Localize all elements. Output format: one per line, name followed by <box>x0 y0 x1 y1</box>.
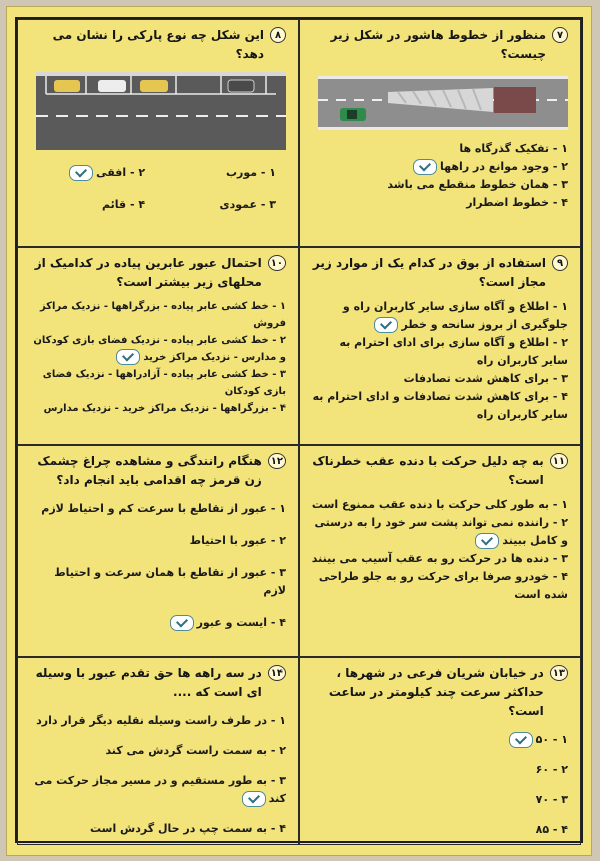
option-3[interactable]: ۳ - همان خطوط منقطع می باشد <box>387 178 568 191</box>
option-4[interactable]: ۴ - خودرو صرفا برای حرکت رو به جلو طراحی شده است <box>318 570 568 601</box>
option-2[interactable]: ۲ - به سمت راست گردش می کند <box>105 744 286 757</box>
options <box>28 298 286 417</box>
option-1[interactable]: ۱ - تفکیک گذرگاه ها <box>459 142 568 155</box>
option-3[interactable]: ۳ - عمودی <box>219 198 276 211</box>
option-3[interactable]: ۳ - ۷۰ <box>535 793 568 806</box>
question-number: ۱۳ <box>550 665 568 681</box>
hatched-lane-figure <box>310 72 568 134</box>
question-grid <box>15 17 583 843</box>
question-number: ۹ <box>552 255 568 271</box>
option-4[interactable]: ۴ - ۸۵ <box>535 823 568 836</box>
question-14 <box>17 657 299 845</box>
options <box>310 731 568 839</box>
checkmark-icon <box>509 732 533 748</box>
question-9 <box>299 247 581 445</box>
options <box>310 298 568 424</box>
question-7 <box>299 19 581 247</box>
option-3[interactable]: ۳ - خط کشی عابر پیاده - آزادراهها - نزدیک فضای بازی کودکان <box>42 369 286 397</box>
option-3[interactable]: ۳ - به طور مستقیم و در مسیر مجاز حرکت می کند <box>34 774 286 805</box>
question-text: منظور از خطوط هاشور در شکل زیر چیست؟ <box>330 28 546 61</box>
question-11 <box>299 445 581 657</box>
option-2[interactable]: ۲ - اطلاع و آگاه سازی برای ادای احترام به سایر کاربران راه <box>339 336 568 367</box>
option-4[interactable]: ۴ - ایست و عبور <box>28 614 286 632</box>
option-1[interactable]: ۱ - در طرف راست وسیله نقلیه دیگر قرار دارد <box>36 714 286 727</box>
option-2[interactable]: ۲ - افقی <box>38 164 145 182</box>
option-3[interactable]: ۳ - برای کاهش شدت تصادفات <box>403 372 568 385</box>
checkmark-icon <box>116 349 140 365</box>
question-number: ۷ <box>552 27 568 43</box>
option-3[interactable]: ۳ - عبور از تقاطع با همان سرعت و احتیاط لازم <box>54 566 286 597</box>
options <box>310 496 568 604</box>
question-text: احتمال عبور عابرین پیاده در کدامیک از محلهای زیر بیشتر است؟ <box>34 256 262 289</box>
option-4[interactable]: ۴ - خطوط اضطرار <box>466 196 568 209</box>
option-1[interactable]: ۱ - اطلاع و آگاه سازی سایر کاربران راه و جلوگیری از بروز سانحه و خطر <box>342 300 568 331</box>
option-1[interactable]: ۱ - عبور از تقاطع با سرعت کم و احتیاط لازم <box>41 502 286 515</box>
options <box>28 712 286 838</box>
question-number: ۱۱ <box>550 453 568 469</box>
option-2[interactable]: ۲ - راننده نمی تواند پشت سر خود را به درستی و کامل ببیند <box>314 516 568 547</box>
options <box>28 500 286 632</box>
question-text: در سه راهه ها حق تقدم عبور با وسیله ای است که .... <box>35 666 262 699</box>
options <box>310 140 568 212</box>
question-text: به چه دلیل حرکت با دنده عقب خطرناک است؟ <box>312 454 544 487</box>
option-2[interactable]: ۲ - ۶۰ <box>535 763 568 776</box>
option-4[interactable]: ۴ - برای کاهش شدت تصادفات و ادای احترام به سایر کاربران راه <box>312 390 568 421</box>
option-1[interactable]: ۱ - مورب <box>225 166 276 179</box>
question-text: این شکل چه نوع پارکی را نشان می دهد؟ <box>52 28 264 61</box>
question-10 <box>17 247 299 445</box>
option-4[interactable]: ۴ - بزرگراهها - نزدیک مراکز خرید - نزدیک مدارس <box>43 403 286 414</box>
question-13 <box>299 657 581 845</box>
option-1[interactable]: ۱ - ۵۰ <box>310 731 568 749</box>
question-number: ۸ <box>270 27 286 43</box>
checkmark-icon <box>69 165 93 181</box>
exam-sheet <box>6 6 592 856</box>
question-text: در خیابان شریان فرعی در شهرها ، حداکثر سرعت چند کیلومتر در ساعت است؟ <box>328 666 544 718</box>
checkmark-icon <box>170 615 194 631</box>
checkmark-icon <box>413 159 437 175</box>
option-3[interactable]: ۳ - دنده ها در حرکت رو به عقب آسیب می بینند <box>311 552 568 565</box>
checkmark-icon <box>242 791 266 807</box>
question-number: ۱۲ <box>268 453 286 469</box>
option-2[interactable]: ۲ - خط کشی عابر پیاده - نزدیک فضای بازی کودکان و مدارس - نزدیک مراکز خرید <box>33 335 286 363</box>
question-text: استفاده از بوق در کدام یک از موارد زیر مجاز است؟ <box>312 256 546 289</box>
option-1[interactable]: ۱ - خط کشی عابر پیاده - بزرگراهها - نزدیک مراکز فروش <box>39 301 286 329</box>
question-8 <box>17 19 299 247</box>
checkmark-icon <box>475 533 499 549</box>
checkmark-icon <box>374 317 398 333</box>
option-4[interactable]: ۴ - قائم <box>102 198 146 211</box>
option-2[interactable]: ۲ - وجود موانع در راهها <box>310 158 568 176</box>
option-1[interactable]: ۱ - به طور کلی حرکت با دنده عقب ممنوع است <box>311 498 568 511</box>
option-4[interactable]: ۴ - به سمت چپ در حال گردش است <box>89 822 286 835</box>
question-text: هنگام رانندگی و مشاهده چراغ چشمک زن قرمز چه اقدامی باید انجام داد؟ <box>37 454 262 487</box>
parking-figure <box>28 72 286 150</box>
question-12 <box>17 445 299 657</box>
question-number: ۱۰ <box>268 255 286 271</box>
option-2[interactable]: ۲ - عبور با احتیاط <box>189 534 286 547</box>
question-number: ۱۴ <box>268 665 286 681</box>
